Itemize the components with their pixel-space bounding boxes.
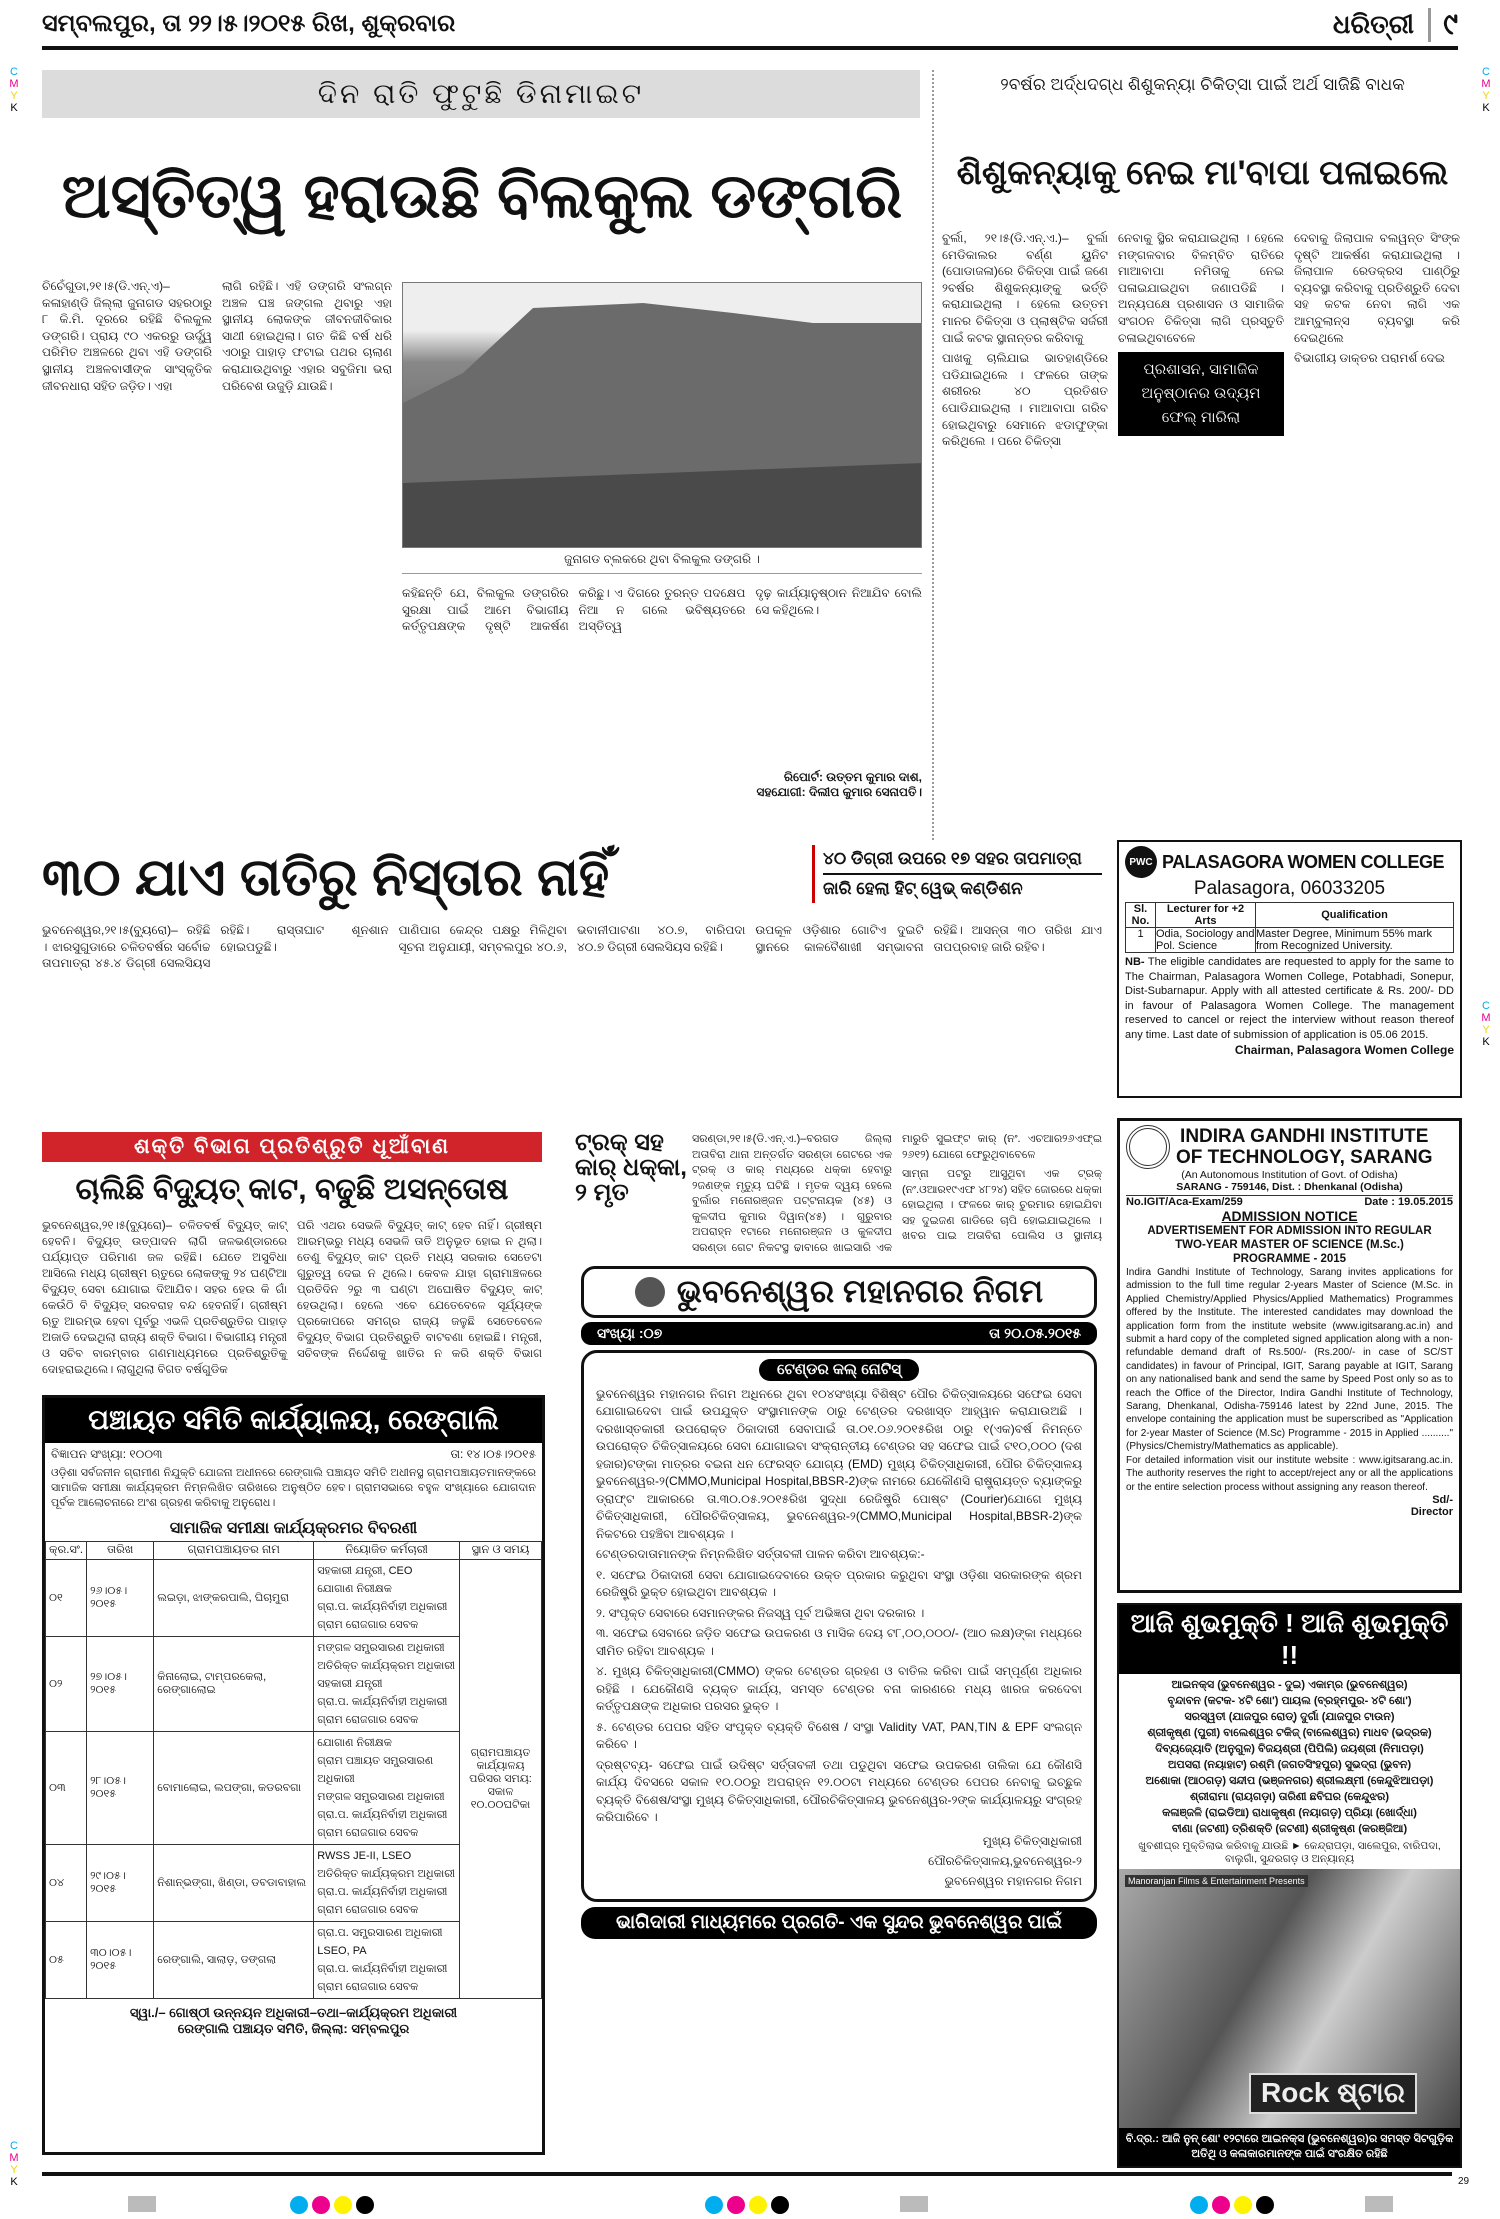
c: C	[10, 66, 18, 78]
col-header: ସ୍ଥାନ ଓ ସମୟ	[460, 1542, 542, 1560]
bmc-title: ଭୁବନେଶ୍ୱର ମହାନଗର ନିଗମ	[676, 1273, 1044, 1309]
cinema-hall-line: ଆଇନକ୍ସ (ଭୁବନେଶ୍ୱର - ଦୁଇ) ଏକାମ୍ର (ଭୁବନେଶ୍ୱର)	[1171, 1679, 1408, 1691]
cell: Odia, Sociology and Pol. Science	[1156, 928, 1255, 952]
row-staff	[314, 1845, 460, 1922]
notice-paragraph: ଦ୍ରଷ୍ଟବ୍ୟ- ସଫେଇ ପାଇଁ ଉଦିଷ୍ଟ ସର୍ତ୍ତାବଳୀ ତଥା ପଡୁଥିବା ସଫେଇ ଉପକରଣ ତାଲିକା ଯେ କୌଣସି କାର୍ଯ୍ୟ ଦିବସରେ ସକାଳ ୧୦.୦୦ରୁ ଅପରାହ୍ନ ୧୨.୦୦ଟା ମଧ୍ୟରେ ଟେଣ୍ଡର ପେପର ନେବାକୁ ଇଚ୍ଛୁକ ବ୍ୟକ୍ତି ବିଶେଷ/ସଂସ୍ଥା ମୁଖ୍ୟ ଚିକିତ୍ସାଧିକାରୀ, ପୌରଚିକିତ୍ସାଳୟ ଭୁବନେଶ୍ୱର-୨ଙ୍କ କାର୍ଯ୍ୟାଳୟରୁ ସଂଗ୍ରହ କରିପାରିବେ ।	[596, 1757, 1082, 1824]
photo-caption: ଜୁନାଗଡ ବ୍ଲକରେ ଥିବା ବିଲକୁଲ ଡଙ୍ଗରି ।	[402, 552, 922, 574]
igit-date: Date : 19.05.2015	[1364, 1196, 1453, 1208]
schedule-table	[45, 1541, 542, 1999]
row-date: ୨୭।୦୫।୨୦୧୫	[87, 1637, 154, 1732]
row-date: ୨୮।୦୫।୨୦୧୫	[87, 1732, 154, 1845]
row-gram-panchayats: ଲଇଡ଼ା, ଝାଙ୍କରପାଲି, ଘିଚାମୁରା	[154, 1560, 314, 1637]
heat-body	[42, 922, 1102, 1122]
paragraph: ବୁର୍ଲା, ୨୧।୫(ଡି.ଏନ୍.ଏ.)– ବୁର୍ଲା ମେଡିକାଲର ବର୍ଣ୍ଣ ୟୁନିଟ (ପୋଡାଜଳା)ରେ ଚିକିତ୍ସା ପାଇଁ ଜଣେ ୨ବର୍ଷର ଶିଶୁକନ୍ୟାଙ୍କୁ ଭର୍ତ୍ତି କରାଯାଇଥିଲା । ହେଲେ ଉତ୍ତମ ମାନର ଚିକିତ୍ସା ଓ ପ୍ଲାଷ୍ଟିକ ସର୍ଜରୀ ପାଇଁ କଟକ ସ୍ଥାନାନ୍ତର କରିବାକୁ	[942, 231, 1108, 345]
footer-rule	[42, 2172, 1452, 2176]
row-number: ୦୫	[46, 1922, 87, 1999]
right-highlight-box: ପ୍ରଶାସନ, ସାମାଜିକ ଅନୁଷ୍ଠାନର ଉଦ୍ୟମ ଫେଲ୍ ମାରିଲା	[1118, 352, 1284, 436]
cmyk-marker	[1480, 66, 1492, 114]
y: Y	[1482, 1024, 1490, 1036]
signature-1: ସ୍ୱା./– ଗୋଷ୍ଠୀ ଉନ୍ନୟନ ଅଧିକାରୀ–ତଥା–କାର୍ଯ୍ୟକ୍ରମ ଅଧିକାରୀ	[129, 2005, 458, 2020]
col-header: ଗ୍ରାମପଞ୍ଚାୟତର ନାମ	[154, 1542, 314, 1560]
panchayat-ad	[42, 1395, 545, 2155]
college-title: PALASAGORA WOMEN COLLEGE	[1162, 852, 1444, 872]
row-number: ୦୨	[46, 1637, 87, 1732]
adv-number: ବିଜ୍ଞାପନ ସଂଖ୍ୟା: ୧୦୦୩	[51, 1447, 163, 1461]
c: C	[1482, 1000, 1490, 1012]
staff-line: ଗ୍ରାମ ପଞ୍ଚାୟତ ସମ୍ପ୍ରସାରଣ ଅଧିକାରୀ	[317, 1755, 434, 1785]
registration-dots	[290, 2196, 378, 2219]
palasagora-ad	[1117, 840, 1462, 1098]
bmc-header	[581, 1266, 1097, 1318]
bmc-ref-bar	[581, 1322, 1097, 1345]
staff-line: ଗ୍ରାମ ରୋଜଗାର ସେବକ	[317, 1904, 419, 1916]
notice-paragraph: ୫. ଟେଣ୍ଡର ପେପର ସହିତ ସଂପୃକ୍ତ ବ୍ୟକ୍ତି ବିଶେଷ / ସଂସ୍ଥା Validity VAT, PAN,TIN & EPF ସଂଲଗ୍ନ କରିବେ ।	[596, 1719, 1082, 1751]
paragraph: ଦୃଢ଼ କାର୍ଯ୍ୟାନୁଷ୍ଠାନ ନିଆଯିବ ବୋଲି ସେ କହିଥିଲେ।	[755, 586, 922, 617]
igit-title-1: INDIRA GANDHI INSTITUTE	[1180, 1126, 1429, 1147]
coming-soon: ଖୁବଶୀଘ୍ର ମୁକ୍ତିଲାଭ କରିବାକୁ ଯାଉଛି ► କେନ୍ଦ୍ରାପଡ଼ା, ସାଲେପୁର, ବାରିପଦା, ବାଲୁଗାଁ, ସୁନ୍ଦରଗଡ଼ ଓ ଅନ୍ୟାନ୍ୟ	[1138, 1840, 1441, 1865]
right-headline	[940, 122, 1465, 224]
col-header: ତାରିଖ	[87, 1542, 154, 1560]
paragraph: ଲାଗି ରହିଛି। ଏହି ଡଙ୍ଗରି ସଂଲଗ୍ନ ଅଞ୍ଚଳ ଘଞ୍ଚ ଜଙ୍ଗଲ ଥିବାରୁ ଏହା ସ୍ଥାନୀୟ ଲୋକଙ୍କ ଜୀବନଜୀବିକାର ସାଥୀ ହୋଇଥିଲା। ଗତ କିଛି ବର୍ଷ ଧରି ଏଠାରୁ ପାହାଡ଼ ଫଟାଇ ପଥର ଚାଲାଣ କରାଯାଉଥିବାରୁ ଏହାର ସବୁଜିମା ଭରା ପରିବେଶ ଉଜୁଡ଼ି ଯାଉଛି।	[222, 279, 392, 393]
y: Y	[10, 2164, 18, 2176]
paragraph: ଦେବାକୁ ଜିଲାପାଳ ବଲୱନ୍ତ ସିଂଙ୍କ ଦୃଷ୍ଟି ଆକର୍ଷଣ କରାଯାଇଥିଲା । ଜିଲାପାଳ ରେଡକ୍ରସ ପାଣ୍ଠିରୁ ବ୍ୟବସ୍ଥା କରିବାକୁ ପ୍ରତିଶ୍ରୁତି ଦେବା ସହ କଟକ ନେବା ଲାଗି ଏକ ଆମ୍ବୁଲାନ୍ସ ବ୍ୟବସ୍ଥା କରି ଦେଇଥିଲେ	[1294, 231, 1460, 345]
cinema-hall-line: ବୃନ୍ଦାବନ (କଟକ- ୪ଟି ଶୋ') ପାୟଲ (ବ୍ରହ୍ମପୁର- ୪ଟି ଶୋ')	[1167, 1695, 1412, 1707]
igit-sign-2: Director	[1410, 1505, 1453, 1518]
k: K	[10, 2176, 18, 2188]
heat-headline: ୩୦ ଯାଏ ତାତିରୁ ନିସ୍ତାର ନାହିଁ	[42, 849, 610, 907]
table-row	[1126, 928, 1454, 953]
row-number: ୦୧	[46, 1560, 87, 1637]
cinema-hall-line: ବୀଣା (ଜଟଣୀ) ତ୍ରିଶକ୍ତି (ଜଟଣୀ) ଶ୍ରୀକୃଷ୍ଣ (କରଞ୍ଜିଆ)	[1171, 1823, 1408, 1835]
truck-headline: ଟ୍ରକ୍ ସହ କାର୍ ଧକ୍କା, ୨ ମୃତ	[575, 1129, 687, 1206]
m: M	[1481, 1012, 1491, 1024]
bmc-notice-box	[581, 1350, 1097, 1902]
igit-sub-1: (An Autonomous Institution of Govt. of Odisha)	[1181, 1169, 1398, 1181]
row-gram-panchayats: ରେଙ୍ଗାଲି, ସାଲାଡ଼, ଡଙ୍ଗଲା	[154, 1922, 314, 1999]
paper-name: ଧରିତ୍ରୀ	[1332, 9, 1415, 39]
signature-line: ଭୁବନେଶ୍ୱର ମହାନଗର ନିଗମ	[944, 1873, 1082, 1888]
paragraph: ପାଖକୁ ଚାଲିଯାଇ ଭାତହାଣ୍ଡିରେ ପଡିଯାଇଥିଲେ । ଫଳରେ ତାଙ୍କ ଶରୀରର ୪୦ ପ୍ରତିଶତ ପୋଡିଯାଇଥିଲା । ମାଆବାପା ଗରିବ ହୋଇଥିବାରୁ ସେମାନେ ଝଡାଫୁଙ୍କା କରିଥିଲେ । ପରେ ଚିକିତ୍ସା	[942, 351, 1108, 449]
gray-patch	[128, 2196, 156, 2212]
paragraph: ନେବାକୁ ସ୍ଥିର କରାଯାଇଥିଲା । ହେଲେ ମଙ୍ଗଳବାର ବିଳମ୍ବିତ ରାତିରେ ମାଆବାପା ନମିତାକୁ ନେଇ ପଳାଇଯାଇଥିବା ଜଣାପଡିଛି । ଅନ୍ୟପକ୍ଷେ ପ୍ରଶାସନ ଓ ସାମାଜିକ ସଂଗଠନ ଚିକିତ୍ସା ଲାଗି ପ୍ରସ୍ତୁତି ଚଳାଇଥିବାବେଳେ	[1118, 231, 1284, 345]
c: C	[1482, 66, 1490, 78]
row-date: ୨୯।୦୫।୨୦୧୫	[87, 1845, 154, 1922]
staff-line: ଯୋଗାଣ ନିରୀକ୍ଷକ	[317, 1737, 392, 1749]
col-header: Lecturer for +2 Arts	[1156, 903, 1256, 928]
staff-line: ଗ୍ରା.ପ. କାର୍ଯ୍ୟନିର୍ବାହୀ ଅଧିକାରୀ	[317, 1809, 448, 1821]
cell: 1	[1126, 928, 1156, 953]
y: Y	[1482, 90, 1490, 102]
cinema-halls	[1119, 1674, 1460, 1840]
right-body	[942, 230, 1460, 830]
row-date: ୨୬।୦୫।୨୦୧୫	[87, 1560, 154, 1637]
igit-body-2: For detailed information visit our institute website : www.igitsarang.ac.in. The authority reserves the right to accept/reject any or all the applications or the entire selection process without assigning any reason thereof.	[1126, 1454, 1453, 1493]
paragraph: ଉପକୂଳ ଓଡ଼ିଶାର ଗୋଟିଏ ଦୁଇଟି ସ୍ଥାନରେ କାଳବୈଶାଖୀ ସମ୍ଭାବନା ରହିଛି। ଆସନ୍ତା ୩୦ ତାରିଖ ଯାଏ ତାପପ୍ରବାହ ଜାରି ରହିବ।	[755, 923, 1102, 954]
igit-ref: No.IGIT/Aca-Exam/259	[1126, 1196, 1243, 1208]
cmyk-marker	[8, 66, 20, 114]
m: M	[9, 2152, 19, 2164]
tender-notice-label: ଟେଣ୍ଡର କଲ୍ ନୋଟିସ୍	[759, 1359, 919, 1381]
power-body	[42, 1218, 542, 1388]
dateline: ସମ୍ବଲପୁର, ତା ୨୨।୫।୨୦୧୫ ରିଖ, ଶୁକ୍ରବାର	[42, 10, 456, 37]
paragraph: ବିଭାଗୀୟ ଡାକ୍ତର ପରାମର୍ଶ ଦେଇ	[1294, 351, 1445, 366]
heat-subheads	[812, 845, 1102, 903]
table-row	[46, 1560, 542, 1637]
c: C	[10, 2140, 18, 2152]
col-header: Qualification	[1256, 903, 1454, 928]
row-gram-panchayats: ନିଶାନ୍‌ଭଙ୍ଗା, ଖିଣ୍ଡା, ଡବଡାବାହାଲ	[154, 1845, 314, 1922]
lead-kicker: ଦିନ ରାତି ଫୁଟୁଛି ଡିନାମାଇଟ	[42, 70, 920, 118]
bmc-tender-ad	[575, 1262, 1103, 1939]
notice-paragraph: ୪. ମୁଖ୍ୟ ଚିକିତ୍ସାଧିକାରୀ(CMMO) ଙ୍କର ଟେଣ୍ଡର ଗ୍ରହଣ ଓ ବାତିଲ କରିବା ପାଇଁ ସମ୍ପୂର୍ଣ୍ଣ ଅଧିକାର ରହିଛି । ଯେକୌଣସି ବ୍ୟକ୍ତ କାର୍ଯ୍ୟ, ସମସ୍ତ ଟେଣ୍ଡର ବନା କାରଣରେ ମଧ୍ୟ ଖାରଜ କରଦେବା କର୍ତ୍ତୃପକ୍ଷଙ୍କ ଅଧିକାର ପରସର ଭୁକ୍ତ ।	[596, 1664, 1082, 1713]
row-number: ୦୪	[46, 1845, 87, 1922]
paragraph: କହିଛନ୍ତି ଯେ, ବିଲକୁଲ ଡଙ୍ଗରିର ସୁରକ୍ଷା ପାଇଁ ଆମେ ବିଭାଗୀୟ କର୍ତ୍ତୃପକ୍ଷଙ୍କ ଦୃଷ୍ଟି ଆକର୍ଷଣ କରିଛୁ। ଏ ଦିଗରେ ତୁରନ୍ତ ପଦକ୍ଷେପ ନିଆ ନ ଗଲେ ଭବିଷ୍ୟତରେ ଅସ୍ତିତ୍ୱ	[402, 586, 746, 634]
row-staff	[314, 1560, 460, 1637]
m: M	[9, 78, 19, 90]
staff-line: ଅତିରିକ୍ତ କାର୍ଯ୍ୟକ୍ରମ ଅଧିକାରୀ	[317, 1868, 455, 1880]
staff-line: ଗ୍ରା.ପ. କାର୍ଯ୍ୟନିର୍ବାହୀ ଅଧିକାରୀ	[317, 1601, 448, 1613]
bmc-date: ତା ୨୦.୦୫.୨୦୧୫	[989, 1325, 1081, 1341]
staff-line: ମଙ୍ଗଳ ସମ୍ପ୍ରସାରଣ ଅଧିକାରୀ	[317, 1642, 445, 1654]
staff-line: ଗ୍ରାମ ରୋଜଗାର ସେବକ	[317, 1827, 419, 1839]
row-gram-panchayats: କିନାଲୋଇ, ଟାମ୍ପରକେଲା, ରେଙ୍ଗାଲୋଇ	[154, 1637, 314, 1732]
hill-image	[403, 283, 922, 548]
notice-paragraph: ଟେଣ୍ଡରଦାତାମାନଙ୍କ ନିମ୍ନଲିଖିତ ସର୍ତ୍ତାବଳୀ ପାଳନ କରିବା ଆବଶ୍ୟକ:-	[596, 1547, 925, 1561]
staff-line: ସହକାରୀ ଯନ୍ତ୍ରୀ, CEO	[317, 1565, 413, 1577]
signature-line: ପୌରଚିକିତ୍ସାଳୟ,ଭୁବନେଶ୍ୱର-୨	[928, 1853, 1082, 1868]
staff-line: ସହକାରୀ ଯନ୍ତ୍ରୀ	[317, 1678, 383, 1690]
notice-paragraph: ୧. ସଫେଇ ଠିକାଦାରୀ ସେବା ଯୋଗାଇଦେବାରେ ଉକ୍ତ ପ୍ରକାର କରୁଥିବା ସଂସ୍ଥା ଓଡ଼ିଶା ସରକାରଙ୍କ ଶ୍ରମ ରେଜିଷ୍ଟ୍ରି ଭୁକ୍ତ ହୋଇଥିବା ଆବଶ୍ୟକ ।	[596, 1567, 1082, 1599]
row-staff	[314, 1637, 460, 1732]
paragraph: ସାମ୍ନା ପଟରୁ ଆସୁଥିବା ଏକ ଟ୍ରକ୍ (ନଂ.ଓଆର୧୯ଏଫ ୪୮୨୪) ସହିତ ଜୋରରେ ଧକ୍କା ହୋଇଥିଲା । ଫଳରେ କାର୍ ଚୁରମାର ହୋଇଯିବା ସହ ଦୁଇଜଣ ଗାଡିରେ ଚାପି ହୋଇଯାଇଥିଲେ । ଖବର ପାଇ ଅତାବିରା ପୋଲିସ ଓ ସ୍ଥାନୀୟ	[902, 1168, 1102, 1242]
notice-paragraph: ୩. ସଫେଇ ସେବାରେ ଜଡ଼ିତ ସଫେଇ ଉପକରଣ ଓ ମାସିକ ଦେୟ ଟ୮,୦୦,୦୦୦/- (ଆଠ ଲକ୍ଷ)ଙ୍କା ମଧ୍ୟରେ ସୀମିତ ରହିବା ଆବଶ୍ୟକ ।	[596, 1626, 1082, 1658]
venue-time: ଗ୍ରାମପଞ୍ଚାୟତ କାର୍ଯ୍ୟାଳୟ ପରିସର ସମୟ: ସକାଳ ୧୦.୦୦ଘଟିକା	[460, 1560, 542, 1999]
staff-line: ଗ୍ରା.ପ. କାର୍ଯ୍ୟନିର୍ବାହୀ ଅଧିକାରୀ	[317, 1886, 448, 1898]
staff-line: ଗ୍ରାମ ରୋଜଗାର ସେବକ	[317, 1714, 419, 1726]
igit-heading: ADVERTISEMENT FOR ADMISSION INTO REGULAR TWO-YEAR MASTER OF SCIENCE (M.Sc.) PROGRAMME - 2015	[1147, 1225, 1432, 1265]
notice-paragraph: ଭୁବନେଶ୍ୱର ମହାନଗର ନିଗମ ଅଧିନରେ ଥିବା ୧୦୪ସଂଖ୍ୟା ବିଶିଷ୍ଟ ପୌର ଚିକିତ୍ସାଳୟରେ ସଫେଇ ସେବା ଯୋଗାଇଦେବା ପାଇଁ ଉପଯୁକ୍ତ ସଂସ୍ଥାମାନଙ୍କ ଠାରୁ ଟେଣ୍ଡର ଦରଖାସ୍ତ ଆହ୍ୱାନ କରାଯାଉଅଛି । ଦରଖାସ୍ତକାରୀ ଉପରୋକ୍ତ ଠିକାଦାରୀ ସେବାପାଇଁ ତା.୦୧.୦୬.୨୦୧୫ରିଖ ଠାରୁ ୧(ଏକ)ବର୍ଷ ନିମନ୍ତେ ଉପରୋକ୍ତ ଚିକିତ୍ସାଳୟରେ ସେବା ଯୋଗାଇବା ସଂକ୍ରାନ୍ତୀୟ ଟେଣ୍ଡର ସହ ସଫେଇ ପାଇଁ ଟ୧୦,୦୦୦ (ଦଶ ହଜାର)ଟଙ୍କା ମାତ୍ରର ବଇନା ଧନ ଫେରସ୍ତ ଯୋଗ୍ୟ (EMD) ମୁଖ୍ୟ ଚିକିତ୍ସାଧିକାରୀ, ପୌର ଚିକିତ୍ସାଳୟ ଭୁବନେଶ୍ୱର-୨(CMMO,Municipal Hospital,BBSR-2)ଙ୍କ ନାମରେ ଯେକୌଣସି ରାଷ୍ଟ୍ରାୟତ୍ତ ବ୍ୟାଙ୍କରୁ ଡ୍ରାଫ୍ଟ ଆକାରରେ ତା.୩୦.୦୫.୨୦୧୫ରିଖ ସୁଦ୍ଧା ରେଜିଷ୍ଟ୍ରି ପୋଷ୍ଟ (Courier)ଯୋଗେ ମୁଖ୍ୟ ଚିକିତ୍ସାଧିକାରୀ, ପୌରଚିକିତ୍ସାଳୟ, ଭୁବନେଶ୍ୱର-୨(CMMO,Municipal Hospital,BBSR-2)ଙ୍କ ନିକଟରେ ପହଞ୍ଚିବା ଆବଶ୍ୟକ ।	[596, 1386, 1082, 1541]
k: K	[10, 102, 18, 114]
panchayat-title: ପଞ୍ଚାୟତ ସମିତି କାର୍ଯ୍ୟାଳୟ, ରେଙ୍ଗାଲି	[45, 1398, 542, 1443]
bmc-logo-icon	[635, 1277, 665, 1307]
notice-paragraph: ୨. ସଂପୃକ୍ତ ସେବାରେ ସେମାନଙ୍କର ନିଜସ୍ୱ ପୂର୍ବ ଅଭିଜ୍ଞତା ଥିବା ଦରକାର ।	[596, 1605, 925, 1620]
cmyk-marker	[1480, 1000, 1492, 1048]
paragraph: ପରି ଏଥର ସେଭଳି ବିଦ୍ୟୁତ୍ କାଟ୍ ହେବ ନାହିଁ। ଗ୍ରୀଷ୍ମ ଆରମ୍ଭରୁ ମଧ୍ୟ ସେଭଳି ତାତି ଅନୁଭୂତ ହୋଇ ନ ଥିଲା। ତେଣୁ ବିଦ୍ୟୁତ୍ କାଟ ପ୍ରତି ମଧ୍ୟ ସରକାର ସେତେଟା ଗୁରୁତ୍ୱ ଦେଇ ନ ଥିଲେ। କେବଳ ଯାହା ଗ୍ରାମାଞ୍ଚଳରେ ପ୍ରତିଦିନ ୨ରୁ ୩ ଘଣ୍ଟା ଅଘୋଷିତ ବିଦ୍ୟୁତ୍ କାଟ୍ ହେଉଥିଲା। ହେଲେ ଏବେ ଯେତେବେଳେ ସୂର୍ଯ୍ୟଙ୍କ ପ୍ରକୋପରେ ସମଗ୍ର ରାଜ୍ୟ ଜଳୁଛି ସେତେବେଳେ ବିଦ୍ୟୁତ୍ ବିଭାଗ ପ୍ରତିଶ୍ରୁତି ବାଟବଣା ହୋଇଛି। ମନ୍ତ୍ରୀ, ସଚିବଙ୍କ ନିର୍ଦ୍ଦେଶକୁ ଖାତିର ନ କରି ଶକ୍ତି ବିଭାଗ	[297, 1220, 542, 1360]
staff-line: RWSS JE-II, LSEO	[317, 1850, 412, 1862]
power-banner: ଶକ୍ତି ବିଭାଗ ପ୍ରତିଶ୍ରୁତି ଧୂଆଁବାଣ	[42, 1132, 542, 1162]
nb-label: NB-	[1125, 956, 1145, 968]
cinema-note: ବି.ଦ୍ର.: ଆଜି ନୁନ୍ ଶୋ' ୧୨ଟାରେ ଆଇନକ୍ସ (ଭୁବନେଶ୍ୱର)ର ସମସ୍ତ ସିଟଗୁଡ଼ିକ ଅତିଥି ଓ କଳାକାରମାନଙ୍କ ପାଇଁ ସଂରକ୍ଷିତ ରହିଛି	[1119, 2128, 1460, 2166]
header-rule	[42, 46, 1458, 50]
gray-patch	[1365, 2196, 1393, 2212]
panchayat-intro: ଓଡ଼ିଶା ସର୍ବଜନୀନ ଗ୍ରାମୀଣ ନିଯୁକ୍ତି ଯୋଜନା ଅଧୀନରେ ରେଙ୍ଗାଲି ପଞ୍ଚାୟତ ସମିତି ଅଧୀନସ୍ଥ ଗ୍ରାମପଞ୍ଚାୟତମାନଙ୍କରେ ସାମାଜିକ ସମୀକ୍ଷା କାର୍ଯ୍ୟକ୍ରମ ନିମ୍ନଲିଖିତ ତାରିଖରେ ଅନୁଷ୍ଠିତ ହେବ। ଗ୍ରାମସଭାରେ ବହୁଳ ସଂଖ୍ୟାରେ ଯୋଗଦାନ ପୂର୍ବକ ଆଲୋଚନାରେ ଅଂଶ ଗ୍ରହଣ କରିବାକୁ ଅନୁରୋଧ।	[51, 1467, 536, 1509]
cinema-hall-line: ଅଶୋକା (ଆଠଗଡ଼) ସନ୍ଦୀପ (ଭଞ୍ଜନଗର) ଶ୍ରୀଲକ୍ଷ୍ମୀ (କେନ୍ଦୁଝିଆପଡ଼ା)	[1145, 1775, 1434, 1787]
adv-date: ତା: ୧୪।୦୫।୨୦୧୫	[450, 1447, 536, 1461]
film-title: Rock ଷ୍ଟାର	[1249, 2073, 1417, 2114]
col-header: ନିୟୋଜିତ କର୍ମଚାରୀ	[314, 1542, 460, 1560]
cinema-hall-line: ସରସ୍ୱତୀ (ଯାଜପୁର ରୋଡ୍) ଦୁର୍ଗା (ଯାଜପୁର ଟାଉନ)	[1184, 1711, 1395, 1723]
college-signature: Chairman, Palasagora Women College	[1234, 1042, 1454, 1057]
lead-headline	[42, 122, 922, 272]
bmc-signature	[596, 1833, 1082, 1890]
masthead-right	[1333, 8, 1458, 42]
staff-line: ଗ୍ରାମ ରୋଜଗାର ସେବକ	[317, 1619, 419, 1631]
paragraph: ଭୁବନେଶ୍ୱର,୨୧।୫(ବ୍ୟୁରୋ)– ଚଳିତବର୍ଷ ବିଦ୍ୟୁତ୍ କାଟ୍ ହେବନି। ବିଦ୍ୟୁତ୍ ଉତ୍ପାଦନ ଲାଗି ଜଳଭଣ୍ଡାରରେ ପର୍ଯ୍ୟାପ୍ତ ପରିମାଣ ଜଳ ରହିଛି। ଯେତେ ଅସୁବିଧା ଆସିଲେ ମଧ୍ୟ ଗ୍ରୀଷ୍ମ ଋତୁରେ ଲୋକଙ୍କୁ ୨୪ ଘଣ୍ଟିଆ ବିଦ୍ୟୁତ୍ ସେବା ଯୋଗାଇ ଦିଆଯିବ। ସହର ହେଉ କି ଗାଁ କେଉଁଠି ବି ବିଦ୍ୟୁତ୍ ସରବରାହ ବନ୍ଦ ହେବନାହିଁ। ଗ୍ରୀଷ୍ମ ଋତୁ ଆରମ୍ଭ ହେବା ପୂର୍ବରୁ ଏଭଳି ପ୍ରତିଶ୍ରୁତିର ପାହାଡ଼ ଅଜାଡି ଦେଇଥିଲା ରାଜ୍ୟ ଶକ୍ତି ବିଭାଗ। ବିଭାଗୀୟ ମନ୍ତ୍ରୀ ଓ ସଚିବ ବାରମ୍ବାର ଗଣମାଧ୍ୟମରେ ପ୍ରତିଶ୍ରୁତିକୁ ଦୋହରାଇଥିଲେ। ଲାଗୁଥିଲା ବିଗତ ବର୍ଷଗୁଡିକ	[42, 1220, 287, 1376]
cinema-ad	[1117, 1603, 1462, 2168]
cinema-hall-line: ଅପସରା (ନୟାହାଟ) ରଶ୍ମି (ଜଗତସିଂହପୁର) ସୁଭଦ୍ରା (ଭୁବନ)	[1167, 1759, 1412, 1771]
igit-title-2: OF TECHNOLOGY, SARANG	[1176, 1147, 1433, 1168]
cinema-hall-line: ଶ୍ରୀକୃଷ୍ଣ (ପୁରୀ) ବାଲେଶ୍ୱର ଟକିଜ୍ (ବାଲେଶ୍ୱର) ମାଧବ (ଭଦ୍ରକ)	[1147, 1727, 1432, 1739]
power-headline: ଚାଲିଛି ବିଦ୍ୟୁତ୍ କାଟ, ବଢୁଛି ଅସନ୍ତୋଷ	[75, 1173, 509, 1206]
m: M	[1481, 78, 1491, 90]
igit-notice: ADMISSION NOTICE	[1221, 1208, 1358, 1224]
staff-line: ଗ୍ରା.ପ. କାର୍ଯ୍ୟନିର୍ବାହୀ ଅଧିକାରୀ	[317, 1963, 448, 1975]
k: K	[1482, 1036, 1490, 1048]
igit-sub-2: SARANG - 759146, Dist. : Dhenkanal (Odisha)	[1176, 1181, 1403, 1193]
signature-line: ମୁଖ୍ୟ ଚିକିତ୍ସାଧିକାରୀ	[982, 1833, 1082, 1848]
page-number: ୯	[1428, 8, 1458, 42]
igit-logo-icon	[1126, 1125, 1170, 1169]
gray-patch	[900, 2196, 928, 2212]
igit-ad	[1117, 1118, 1462, 1593]
cinema-hall-line: ଦିବ୍ୟଜ୍ୟୋତି (ଅନୁଗୁଳ) ବିଜୟଶ୍ରୀ (ପିପିଲି) ଜୟଶ୍ରୀ (ନିମାପଡ଼ା)	[1155, 1743, 1424, 1755]
k: K	[1482, 102, 1490, 114]
registration-dots	[1190, 2196, 1278, 2219]
y: Y	[10, 90, 18, 102]
hill-photo	[402, 282, 922, 548]
col-header: Sl. No.	[1126, 903, 1156, 928]
lead-body	[42, 278, 392, 818]
staff-line: ଗ୍ରା.ପ. ସମ୍ପ୍ରସାରଣ ଅଧିକାରୀ	[317, 1927, 443, 1939]
igit-sign-1: Sd/-	[1432, 1493, 1453, 1506]
lead-headline-text: ଅସ୍ତିତ୍ୱ ହରାଉଛି ବିଲକୁଲ ଡଙ୍ଗରି	[61, 162, 903, 231]
row-staff	[314, 1732, 460, 1845]
table-title: ସାମାଜିକ ସମୀକ୍ଷା କାର୍ଯ୍ୟକ୍ରମର ବିବରଣୀ	[169, 1520, 418, 1537]
col-header: କ୍ର.ସଂ.	[46, 1542, 87, 1560]
staff-line: ଗ୍ରା.ପ. କାର୍ଯ୍ୟନିର୍ବାହୀ ଅଧିକାରୀ	[317, 1696, 448, 1708]
paragraph: ସରଣ୍ଡା,୨୧।୫(ଡି.ଏନ୍.ଏ.)–ବରଗଡ ଜିଲ୍ଲା ଅତାବିରା ଥାନା ଅନ୍ତର୍ଗତ ସରଣ୍ଡା ଗେଟରେ ଏକ ଟ୍ରକ୍ ଓ କାର୍ ମଧ୍ୟରେ ଧକ୍କା ହେବାରୁ ୨ଜଣଙ୍କ ମୃତ୍ୟୁ ଘଟିଛି । ମୃତକ ଦ୍ୱୟ ହେଲେ ବୁର୍ଲାର ମନୋରଞ୍ଜନ ପଟ୍ଟନାୟକ (୪୫) ଓ କୁଳଦୀପ କୁମାର ଦିୱାନ(୪୫) । ଗୁରୁବାର ଅପରାହ୍ନ ୧ଟାରେ ମନୋରଞ୍ଜନ ଓ କୁଳଦୀପ ସରଣ୍ଡା ଗେଟ ନିକଟସ୍ଥ ଢାବାରେ ଖାଇସାରି ଏକ ମାରୁତି ସୁଇଫ୍ଟ କାର୍ (ନଂ. ଏଚଆର୨୬ଏଫ୍ଇ ୨୬୧୨) ଯୋଗେ ଫେରୁଥିବାବେଳେ	[692, 1133, 1102, 1254]
byline: ରିପୋର୍ଟ: ଉତ୍ତମ କୁମାର ଦାଶ, ସହଯୋଗୀ: ଦିଲୀପ କୁମାର ସେନାପତି।	[756, 770, 922, 799]
bmc-paragraphs	[596, 1386, 1082, 1827]
paragraph: ପାଣିପାଗ କେନ୍ଦ୍ର ପକ୍ଷରୁ ମିଳିଥିବା ସୂଚନା ଅନୁଯାୟୀ, ସମ୍ବଲପୁର ୪୦.୬, ଭବାନୀପାଟଣା ୪୦.୭, ବାରିପଦା ୪୦.୭ ଡିଗ୍ରୀ ସେଲସିୟସ ରହିଛି।	[398, 923, 746, 954]
truck-body	[692, 1132, 1102, 1256]
nb-text: The eligible candidates are requested to apply for the same to The Chairman, Palasagora Women College, Potabhadi, Sonepur, Dist-Subarnapur. Apply with all attested certificate & Rs. 200/- DD in favour of Palasagora Women College. The management reserved to cancel or reject the interview without reason thereof any time. Last date of submission of application is 05.06 2015.	[1125, 956, 1454, 1041]
column-divider	[932, 70, 934, 840]
row-date: ୩୦।୦୫।୨୦୧୫	[87, 1922, 154, 1999]
bmc-number: ସଂଖ୍ୟା :୦୭	[597, 1325, 663, 1341]
row-staff	[314, 1922, 460, 1999]
heat-sub-1: ୪୦ ଡିଗ୍ରୀ ଉପରେ ୧୭ ସହର ତାପମାତ୍ରା	[823, 845, 1102, 875]
paragraph: ଭୁବନେଶ୍ୱର,୨୧।୫(ବ୍ୟୁରୋ)– ରହିଛି । ଝାରସୁଗୁଡାରେ ଚଳିତବର୍ଷର ସର୍ବୋଚ୍ଚ ତାପମାତ୍ରା ୪୫.୪ ଡିଗ୍ରୀ ସେଲସିୟସ ରହିଛି। ରାସ୍ତାଘାଟ ଶୂନଶାନ ହୋଇପଡୁଛି।	[42, 923, 389, 971]
film-poster	[1119, 1869, 1460, 2128]
registration-dots	[705, 2196, 793, 2219]
staff-line: ଗ୍ରାମ ରୋଜଗାର ସେବକ	[317, 1981, 419, 1993]
paragraph: ଚିଚେଁଗୁଡା,୨୧।୫(ଡି.ଏନ୍.ଏ)– କଳାହାଣ୍ଡି ଜିଲ୍ଲା ଜୁନାଗଡ ସହରଠାରୁ ୮ କି.ମି. ଦୂରରେ ରହିଛି ବିଲକୁଲ ଡଙ୍ଗରି। ପ୍ରାୟ ୯୦ ଏକରରୁ ଊର୍ଦ୍ଧ୍ୱ ପରିମିତ ଅଞ୍ଚଳରେ ଥିବା ଏହି ଡଙ୍ଗରି ସ୍ଥାନୀୟ ଅଞ୍ଚଳବାସୀଙ୍କ ସାଂସ୍କୃତିକ ଜୀବନଧାରା ସହିତ ଜଡ଼ିତ। ଏହା	[42, 279, 212, 393]
cinema-hall-line: କଳାଞ୍ଜଳି (ରାଇଡିଆ) ରାଧାକୃଷ୍ଣ (ନୟାଗଡ଼) ପ୍ରିୟା (ଖୋର୍ଦ୍ଧା)	[1162, 1807, 1417, 1819]
college-logo: PWC	[1125, 846, 1157, 878]
signature-2: ରେଙ୍ଗାଲି ପଞ୍ଚାୟତ ସମିତି, ଜିଲ୍ଲା: ସମ୍ବଲପୁର	[177, 2021, 410, 2036]
right-headline-text: ଶିଶୁକନ୍ୟାକୁ ନେଇ ମା'ବାପା ପଳାଇଲେ	[956, 154, 1449, 192]
bmc-slogan: ଭାଗିଦାରୀ ମାଧ୍ୟମରେ ପ୍ରଗତି- ଏକ ସୁନ୍ଦର ଭୁବନେଶ୍ୱର ପାଇଁ	[581, 1907, 1097, 1939]
folio: 29	[1458, 2176, 1470, 2187]
cinema-hall-line: ଶ୍ରୀରାମା (ରାୟଗଡ଼ା) ତାରିଣୀ ଛବିଘର (କେନ୍ଦୁଝର)	[1189, 1791, 1390, 1803]
heat-sub-2: ଜାରି ହେଲା ହିଟ୍ ୱେଭ୍ କଣ୍ଡିଶନ	[823, 879, 1023, 898]
cmyk-marker	[8, 2140, 20, 2188]
presents-text: Manoranjan Films & Entertainment Presents	[1125, 1875, 1308, 1887]
vacancy-table	[1125, 902, 1454, 953]
cinema-title: ଆଜି ଶୁଭମୁକ୍ତି ! ଆଜି ଶୁଭମୁକ୍ତି !!	[1119, 1605, 1460, 1674]
right-kicker: ୨ବର୍ଷର ଅର୍ଦ୍ଧଦଗ୍ଧ ଶିଶୁକନ୍ୟା ଚିକିତ୍ସା ପାଇଁ ଅର୍ଥ ସାଜିଛି ବାଧକ	[1000, 75, 1405, 94]
staff-line: LSEO, PA	[317, 1945, 367, 1957]
college-subtitle: Palasagora, 06033205	[1193, 878, 1386, 899]
staff-line: ଯୋଗାଣ ନିରୀକ୍ଷକ	[317, 1583, 392, 1595]
staff-line: ଅତିରିକ୍ତ କାର୍ଯ୍ୟକ୍ରମ ଅଧିକାରୀ	[317, 1660, 455, 1672]
row-number: ୦୩	[46, 1732, 87, 1845]
igit-body: Indira Gandhi Institute of Technology, Sarang invites applications for admission to the full time regular 2-years Master of Science (M.Sc. in Applied Chemistry/Applied Physics/Applied Mathematics) Programmes offered by the Institute. The interested candidates may download the application form from the institute website (www.igitsarang.ac.in) and submit a hard copy of the completed signed application along with a non-refundable demand draft of Rs.500/- (Rs.200/- in case of SC/ST candidates) in favour of Principal, IGIT, Sarang payable at IGIT, Sarang on any nationalised bank and send the same by Speed Post only so as to reach the Office of the Director, Indira Gandhi Institute of Technology, Sarang, Dhenkanal, Odisha-759146 latest by 22nd June, 2015. The envelope containing the application must be superscribed as "Application for 2-year Master of Science (M.Sc) Programme - 2015 in Applied .........." (Physics/Chemistry/Mathematics as applicable).	[1126, 1267, 1453, 1453]
cell: Master Degree, Minimum 55% mark from Recognized University.	[1256, 928, 1454, 953]
row-gram-panchayats: ବୋମାଲୋଇ, ଲପଙ୍ଗା, କଡରବଗା	[154, 1732, 314, 1845]
staff-line: ମଙ୍ଗଳ ସମ୍ପ୍ରସାରଣ ଅଧିକାରୀ	[317, 1791, 445, 1803]
lead-body-continued	[402, 585, 922, 755]
